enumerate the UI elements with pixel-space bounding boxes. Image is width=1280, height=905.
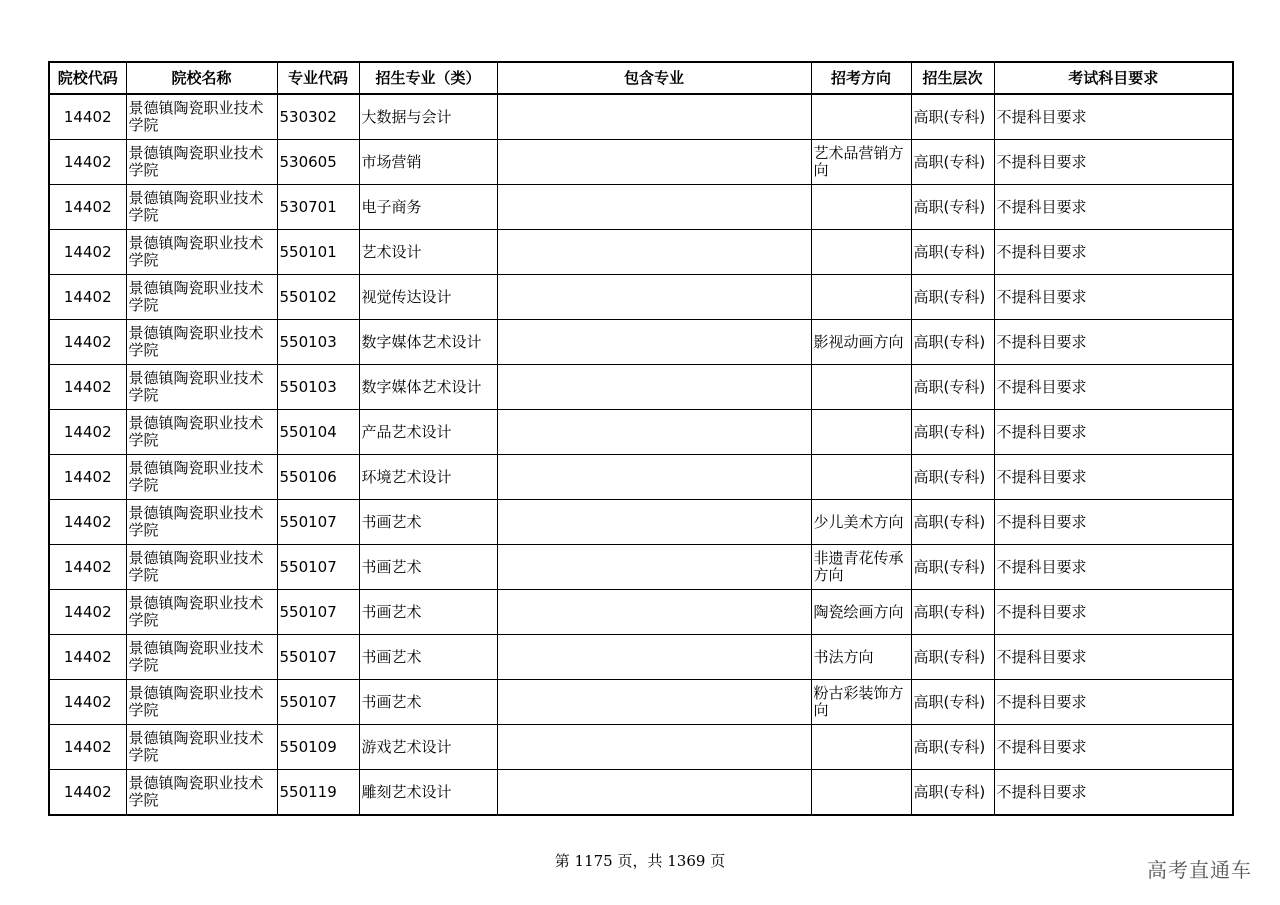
cell-school-name: 景德镇陶瓷职业技术学院 — [126, 725, 277, 770]
cell-major-code: 550103 — [277, 365, 359, 410]
cell-included-majors — [497, 185, 811, 230]
cell-major-code: 550104 — [277, 410, 359, 455]
cell-school-name: 景德镇陶瓷职业技术学院 — [126, 140, 277, 185]
cell-level: 高职(专科) — [911, 185, 994, 230]
cell-direction — [811, 94, 911, 140]
cell-level: 高职(专科) — [911, 770, 994, 816]
cell-direction — [811, 455, 911, 500]
cell-major: 雕刻艺术设计 — [359, 770, 497, 816]
cell-direction: 书法方向 — [811, 635, 911, 680]
cell-direction: 陶瓷绘画方向 — [811, 590, 911, 635]
header-school-name: 院校名称 — [126, 62, 277, 94]
cell-school-name: 景德镇陶瓷职业技术学院 — [126, 230, 277, 275]
cell-major: 书画艺术 — [359, 680, 497, 725]
cell-school-code: 14402 — [49, 500, 126, 545]
cell-major: 电子商务 — [359, 185, 497, 230]
cell-subject-requirement: 不提科目要求 — [994, 770, 1233, 816]
cell-major-code: 550107 — [277, 500, 359, 545]
watermark: 高考直通车 — [1147, 858, 1252, 882]
cell-direction: 粉古彩装饰方向 — [811, 680, 911, 725]
cell-level: 高职(专科) — [911, 410, 994, 455]
cell-school-name: 景德镇陶瓷职业技术学院 — [126, 275, 277, 320]
cell-major-code: 550102 — [277, 275, 359, 320]
cell-subject-requirement: 不提科目要求 — [994, 455, 1233, 500]
cell-school-name: 景德镇陶瓷职业技术学院 — [126, 455, 277, 500]
cell-included-majors — [497, 230, 811, 275]
cell-direction — [811, 410, 911, 455]
cell-subject-requirement: 不提科目要求 — [994, 410, 1233, 455]
cell-major: 书画艺术 — [359, 500, 497, 545]
table-row — [49, 590, 1233, 635]
cell-major: 视觉传达设计 — [359, 275, 497, 320]
cell-major-code: 550103 — [277, 320, 359, 365]
cell-subject-requirement: 不提科目要求 — [994, 230, 1233, 275]
cell-school-code: 14402 — [49, 185, 126, 230]
cell-school-name: 景德镇陶瓷职业技术学院 — [126, 500, 277, 545]
cell-included-majors — [497, 455, 811, 500]
header-level: 招生层次 — [911, 62, 994, 94]
table-row — [49, 275, 1233, 320]
table-row — [49, 410, 1233, 455]
table-row — [49, 635, 1233, 680]
cell-major-code: 530302 — [277, 94, 359, 140]
cell-direction: 少儿美术方向 — [811, 500, 911, 545]
table-body — [49, 94, 1233, 815]
cell-school-name: 景德镇陶瓷职业技术学院 — [126, 635, 277, 680]
cell-included-majors — [497, 545, 811, 590]
cell-level: 高职(专科) — [911, 545, 994, 590]
cell-major: 数字媒体艺术设计 — [359, 365, 497, 410]
cell-school-name: 景德镇陶瓷职业技术学院 — [126, 94, 277, 140]
cell-direction — [811, 185, 911, 230]
header-direction: 招考方向 — [811, 62, 911, 94]
cell-major: 书画艺术 — [359, 635, 497, 680]
cell-level: 高职(专科) — [911, 635, 994, 680]
header-major: 招生专业（类） — [359, 62, 497, 94]
cell-school-code: 14402 — [49, 680, 126, 725]
cell-school-code: 14402 — [49, 635, 126, 680]
cell-major-code: 530605 — [277, 140, 359, 185]
cell-major: 艺术设计 — [359, 230, 497, 275]
cell-subject-requirement: 不提科目要求 — [994, 545, 1233, 590]
cell-level: 高职(专科) — [911, 725, 994, 770]
table-row — [49, 230, 1233, 275]
cell-school-code: 14402 — [49, 320, 126, 365]
cell-level: 高职(专科) — [911, 590, 994, 635]
cell-major: 环境艺术设计 — [359, 455, 497, 500]
cell-included-majors — [497, 725, 811, 770]
cell-school-code: 14402 — [49, 410, 126, 455]
cell-subject-requirement: 不提科目要求 — [994, 500, 1233, 545]
cell-major: 数字媒体艺术设计 — [359, 320, 497, 365]
cell-subject-requirement: 不提科目要求 — [994, 365, 1233, 410]
cell-major-code: 550107 — [277, 590, 359, 635]
cell-school-code: 14402 — [49, 770, 126, 816]
header-included-majors: 包含专业 — [497, 62, 811, 94]
cell-level: 高职(专科) — [911, 230, 994, 275]
cell-subject-requirement: 不提科目要求 — [994, 94, 1233, 140]
table-row — [49, 320, 1233, 365]
header-row — [49, 62, 1233, 94]
cell-direction: 艺术品营销方向 — [811, 140, 911, 185]
cell-subject-requirement: 不提科目要求 — [994, 140, 1233, 185]
cell-school-code: 14402 — [49, 365, 126, 410]
cell-direction — [811, 365, 911, 410]
page-number: 第 1175 页，共 1369 页 — [554, 852, 726, 870]
cell-major: 游戏艺术设计 — [359, 725, 497, 770]
cell-direction — [811, 230, 911, 275]
cell-school-code: 14402 — [49, 275, 126, 320]
cell-school-name: 景德镇陶瓷职业技术学院 — [126, 680, 277, 725]
cell-direction — [811, 770, 911, 816]
table-row — [49, 365, 1233, 410]
cell-major-code: 530701 — [277, 185, 359, 230]
cell-school-name: 景德镇陶瓷职业技术学院 — [126, 185, 277, 230]
cell-included-majors — [497, 635, 811, 680]
cell-major-code: 550107 — [277, 680, 359, 725]
cell-level: 高职(专科) — [911, 680, 994, 725]
cell-direction — [811, 275, 911, 320]
cell-school-code: 14402 — [49, 725, 126, 770]
cell-included-majors — [497, 140, 811, 185]
cell-major-code: 550107 — [277, 635, 359, 680]
cell-subject-requirement: 不提科目要求 — [994, 590, 1233, 635]
cell-school-name: 景德镇陶瓷职业技术学院 — [126, 545, 277, 590]
cell-level: 高职(专科) — [911, 365, 994, 410]
cell-school-name: 景德镇陶瓷职业技术学院 — [126, 770, 277, 816]
table-row — [49, 185, 1233, 230]
cell-major-code: 550109 — [277, 725, 359, 770]
table-row — [49, 545, 1233, 590]
cell-direction: 非遗青花传承方向 — [811, 545, 911, 590]
cell-subject-requirement: 不提科目要求 — [994, 680, 1233, 725]
cell-included-majors — [497, 770, 811, 816]
cell-included-majors — [497, 275, 811, 320]
cell-direction — [811, 725, 911, 770]
cell-major-code: 550107 — [277, 545, 359, 590]
cell-level: 高职(专科) — [911, 94, 994, 140]
cell-major: 产品艺术设计 — [359, 410, 497, 455]
table-row — [49, 140, 1233, 185]
cell-major-code: 550101 — [277, 230, 359, 275]
cell-included-majors — [497, 590, 811, 635]
cell-level: 高职(专科) — [911, 140, 994, 185]
cell-major: 市场营销 — [359, 140, 497, 185]
cell-direction: 影视动画方向 — [811, 320, 911, 365]
cell-major: 书画艺术 — [359, 590, 497, 635]
cell-included-majors — [497, 680, 811, 725]
cell-level: 高职(专科) — [911, 320, 994, 365]
header-major-code: 专业代码 — [277, 62, 359, 94]
table-row — [49, 770, 1233, 816]
header-subject-requirement: 考试科目要求 — [994, 62, 1233, 94]
cell-level: 高职(专科) — [911, 275, 994, 320]
cell-subject-requirement: 不提科目要求 — [994, 635, 1233, 680]
cell-school-code: 14402 — [49, 140, 126, 185]
cell-school-name: 景德镇陶瓷职业技术学院 — [126, 365, 277, 410]
cell-school-name: 景德镇陶瓷职业技术学院 — [126, 590, 277, 635]
table-row — [49, 455, 1233, 500]
cell-included-majors — [497, 320, 811, 365]
table-row — [49, 94, 1233, 140]
cell-school-code: 14402 — [49, 230, 126, 275]
cell-school-code: 14402 — [49, 455, 126, 500]
table-row — [49, 680, 1233, 725]
header-school-code: 院校代码 — [49, 62, 126, 94]
cell-level: 高职(专科) — [911, 500, 994, 545]
cell-included-majors — [497, 500, 811, 545]
cell-school-name: 景德镇陶瓷职业技术学院 — [126, 410, 277, 455]
cell-major-code: 550119 — [277, 770, 359, 816]
cell-school-code: 14402 — [49, 590, 126, 635]
cell-subject-requirement: 不提科目要求 — [994, 275, 1233, 320]
cell-included-majors — [497, 94, 811, 140]
cell-included-majors — [497, 365, 811, 410]
cell-major: 书画艺术 — [359, 545, 497, 590]
cell-school-name: 景德镇陶瓷职业技术学院 — [126, 320, 277, 365]
enrollment-table — [48, 61, 1234, 816]
cell-school-code: 14402 — [49, 94, 126, 140]
cell-major: 大数据与会计 — [359, 94, 497, 140]
cell-subject-requirement: 不提科目要求 — [994, 185, 1233, 230]
cell-subject-requirement: 不提科目要求 — [994, 725, 1233, 770]
cell-school-code: 14402 — [49, 545, 126, 590]
cell-subject-requirement: 不提科目要求 — [994, 320, 1233, 365]
cell-level: 高职(专科) — [911, 455, 994, 500]
table-row — [49, 725, 1233, 770]
cell-included-majors — [497, 410, 811, 455]
cell-major-code: 550106 — [277, 455, 359, 500]
table-row — [49, 500, 1233, 545]
